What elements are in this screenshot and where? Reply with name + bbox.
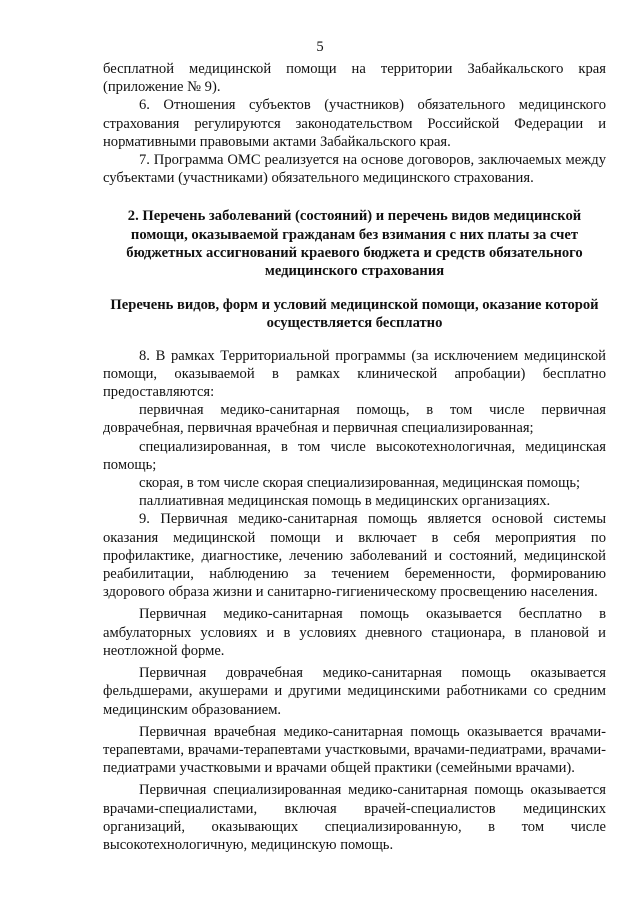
paragraph: 7. Программа ОМС реализуется на основе договоров, заключаемых между субъектами (участниками) обязательного медицинского страхования.: [103, 152, 606, 187]
paragraph: Первичная врачебная медико-санитарная помощь оказывается врачами-терапевтами, врачами-терапевтами участковыми, врачами-педиатрами, врачами-педиатрами участковыми и врачами общей практики (семейными врачами).: [103, 723, 606, 777]
paragraph: 6. Отношения субъектов (участников) обязательного медицинского страхования регулируются законодательством Российской Федерации и нормативными правовыми актами Забайкальского края.: [103, 97, 606, 150]
list-item: паллиативная медицинская помощь в медицинских организациях.: [139, 493, 551, 510]
paragraph: Первичная специализированная медико-санитарная помощь оказывается врачами-специалистами, включая врачей-специалистов медицинских организаций, оказывающих специализированную, в том числе высокотехнологичную, медицинскую помощь.: [103, 782, 606, 853]
paragraph: 9. Первичная медико-санитарная помощь является основой системы оказания медицинской помощи и включает в себя мероприятия по профилактике, диагностике, лечению заболеваний и состояний, медицинской реабилитации, наблюдению за течением беременности, формированию здорового образа жизни и санитарно-гигиеническому просвещению населения.: [103, 511, 606, 601]
section-heading: 2. Перечень заболеваний (состояний) и перечень видов медицинской помощи, оказываемой гражданам без взимания с них платы за счет бюджетных ассигнований краевого бюджета и средств обязательного медицинского страхования: [126, 208, 583, 280]
list-item: первичная медико-санитарная помощь, в том числе первичная доврачебная, первичная врачебная и первичная специализированная;: [103, 402, 606, 437]
sub-heading: Перечень видов, форм и условий медицинской помощи, оказание которой осуществляется бесплатно: [110, 297, 599, 332]
page-number: 5: [316, 39, 324, 55]
document-body: [103, 60, 606, 854]
paragraph: бесплатной медицинской помощи на территории Забайкальского края (приложение № 9).: [103, 61, 606, 96]
list-item: скорая, в том числе скорая специализированная, медицинская помощь;: [139, 475, 581, 492]
paragraph: Первичная доврачебная медико-санитарная помощь оказывается фельдшерами, акушерами и другими медицинскими работниками со средним медицинским образованием.: [103, 665, 606, 718]
list-item: специализированная, в том числе высокотехнологичная, медицинская помощь;: [103, 438, 606, 473]
paragraph: 8. В рамках Территориальной программы (за исключением медицинской помощи, оказываемой в рамках клинической апробации) бесплатно предоставляются:: [103, 347, 606, 401]
paragraph: Первичная медико-санитарная помощь оказывается бесплатно в амбулаторных условиях и в условиях дневного стационара, в плановой и неотложной форме.: [103, 606, 606, 659]
